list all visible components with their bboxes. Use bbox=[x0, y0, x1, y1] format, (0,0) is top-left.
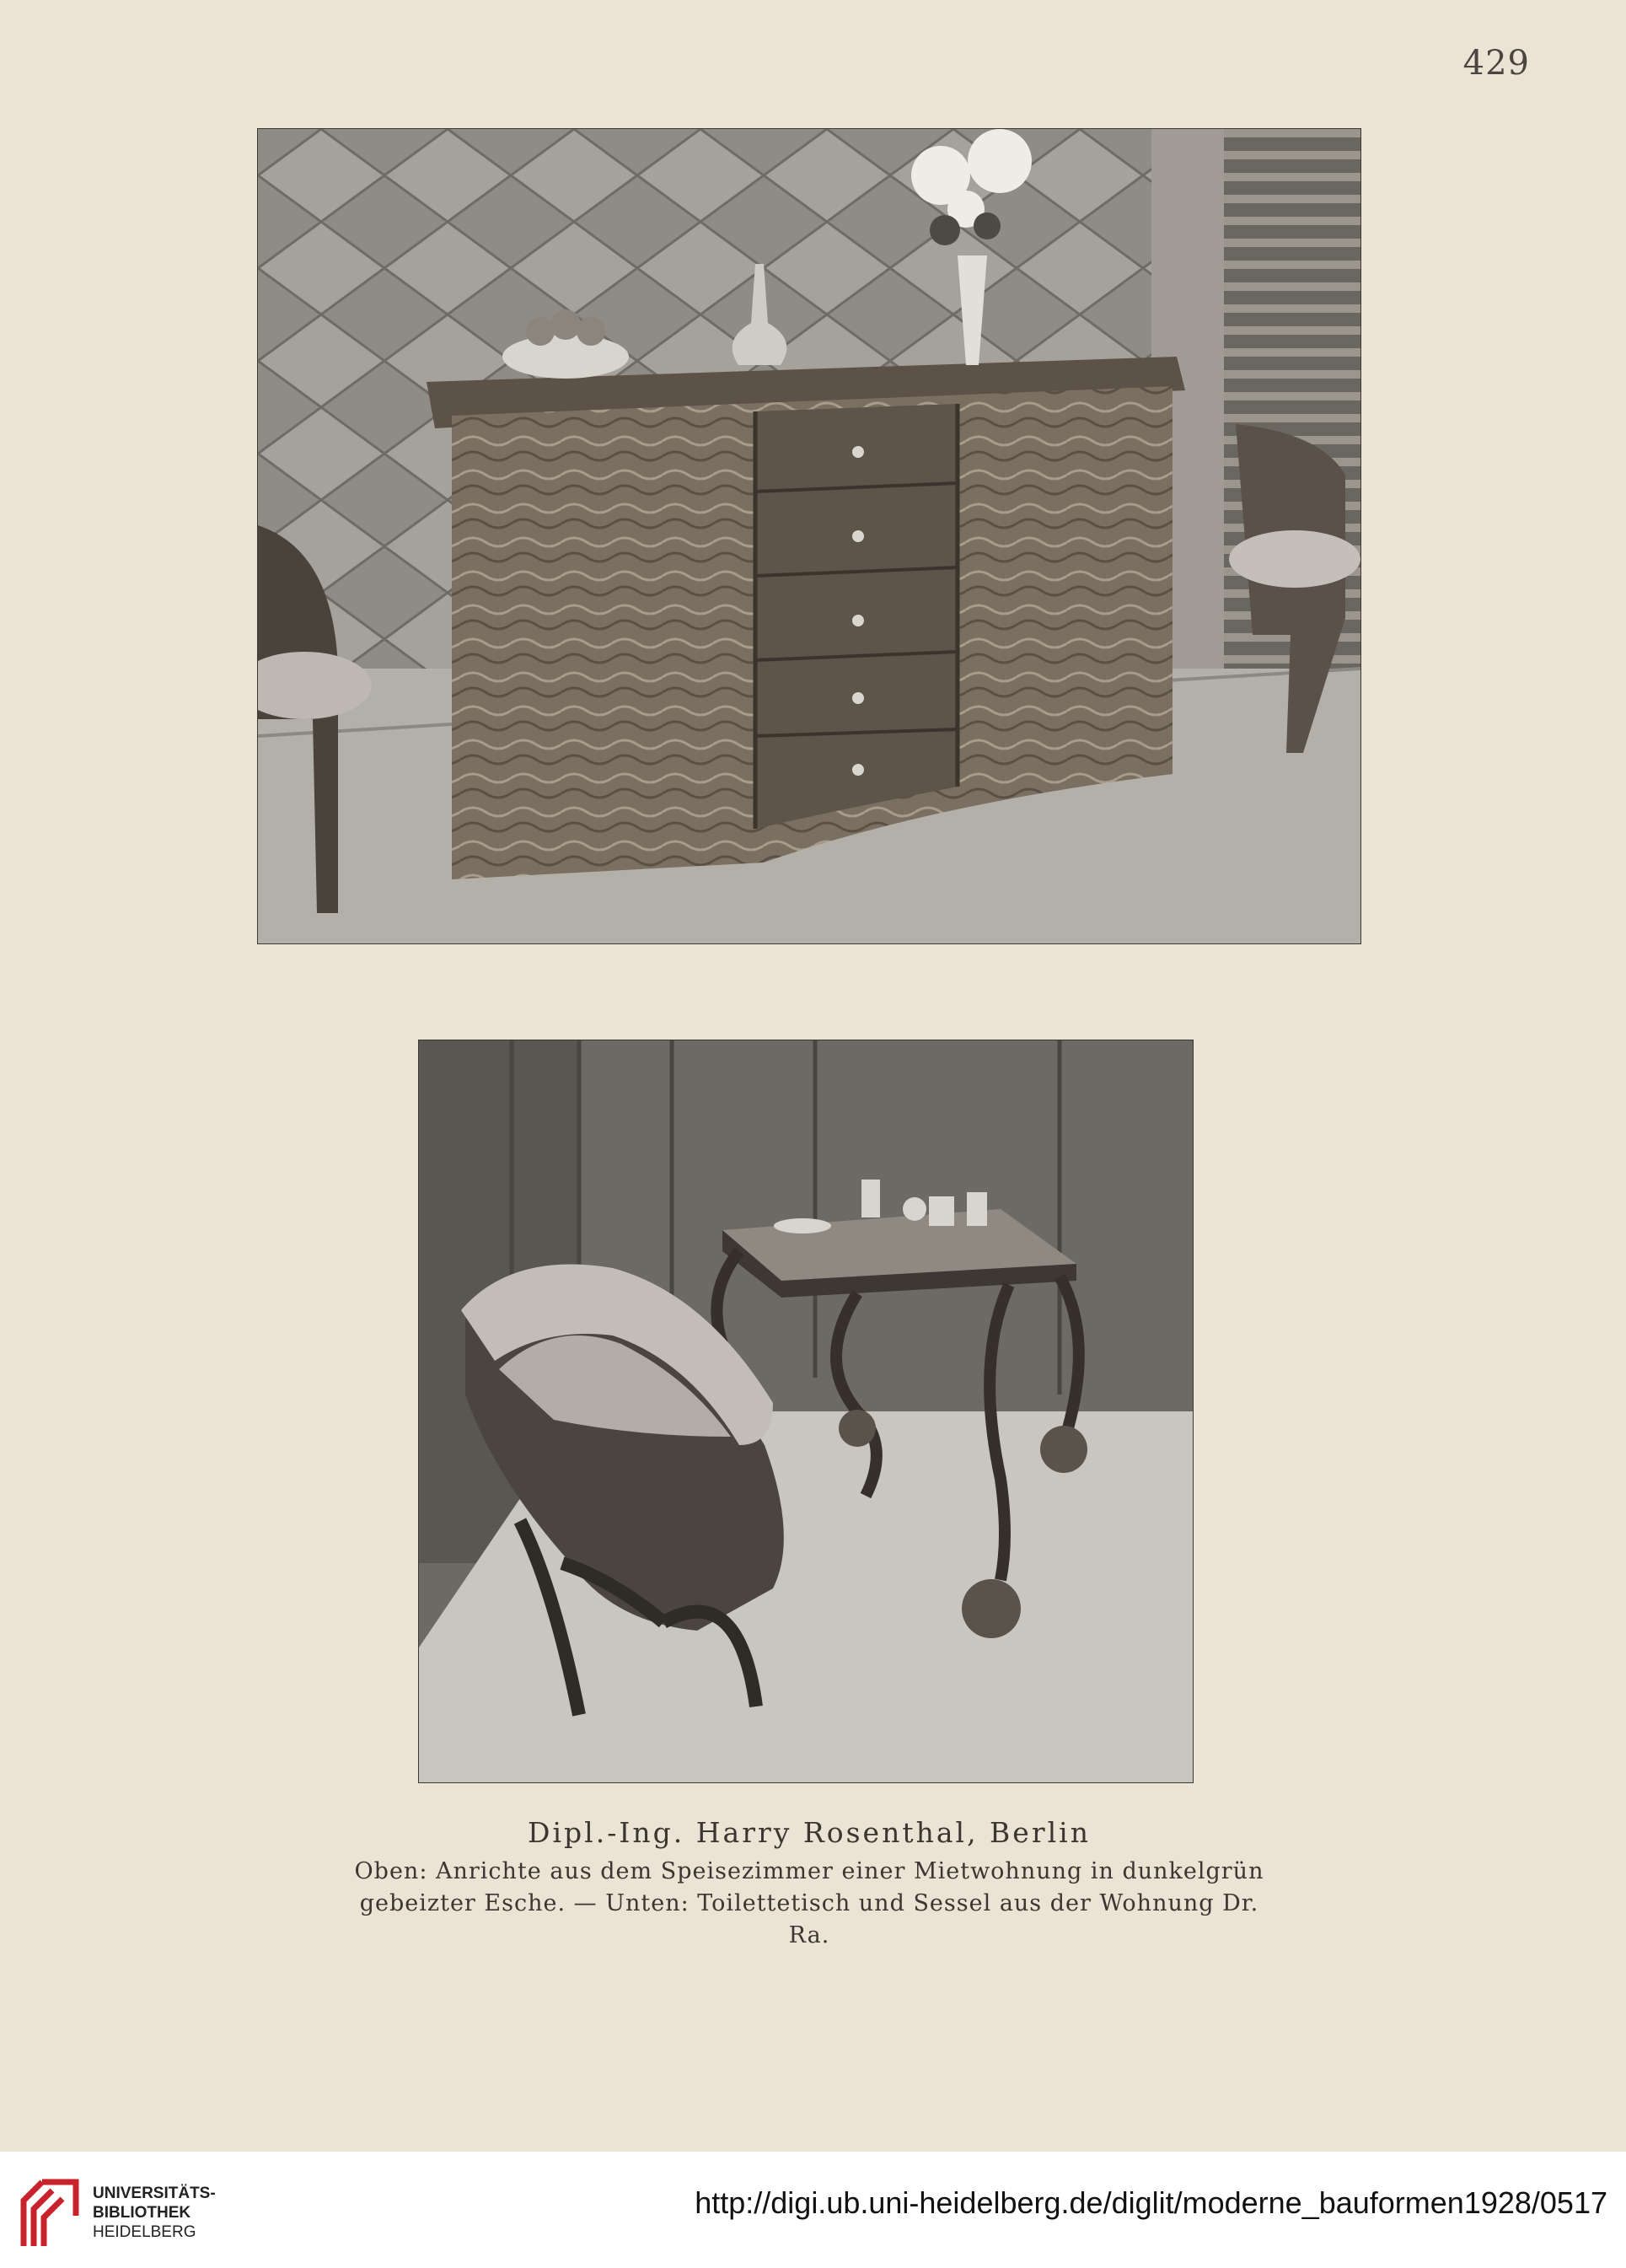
logo-line-1: UNIVERSITÄTS- bbox=[93, 2185, 216, 2202]
source-url-link[interactable]: http://digi.ub.uni-heidelberg.de/diglit/moderne_bauformen1928/0517 bbox=[695, 2185, 1607, 2220]
dressing-table-photo bbox=[419, 1040, 1193, 1782]
sideboard-photo bbox=[258, 129, 1360, 943]
caption-title: Dipl.-Ing. Harry Rosenthal, Berlin bbox=[528, 1816, 1091, 1849]
caption-line-1: Oben: Anrichte aus dem Speisezimmer einer Mietwohnung in dunkelgrün bbox=[354, 1858, 1264, 1884]
page-number: 429 bbox=[1462, 44, 1530, 83]
footer-bar bbox=[0, 2152, 1626, 2268]
caption bbox=[337, 1816, 1281, 1952]
logo-line-3: HEIDELBERG bbox=[93, 2223, 196, 2241]
library-logo-text[interactable] bbox=[93, 2184, 216, 2242]
logo-line-2: BIBLIOTHEK bbox=[93, 2204, 191, 2222]
library-logo-icon[interactable] bbox=[17, 2175, 84, 2253]
caption-line-2: gebeizter Esche. — Unten: Toilettetisch und Sessel aus der Wohnung Dr. Ra. bbox=[359, 1890, 1259, 1948]
